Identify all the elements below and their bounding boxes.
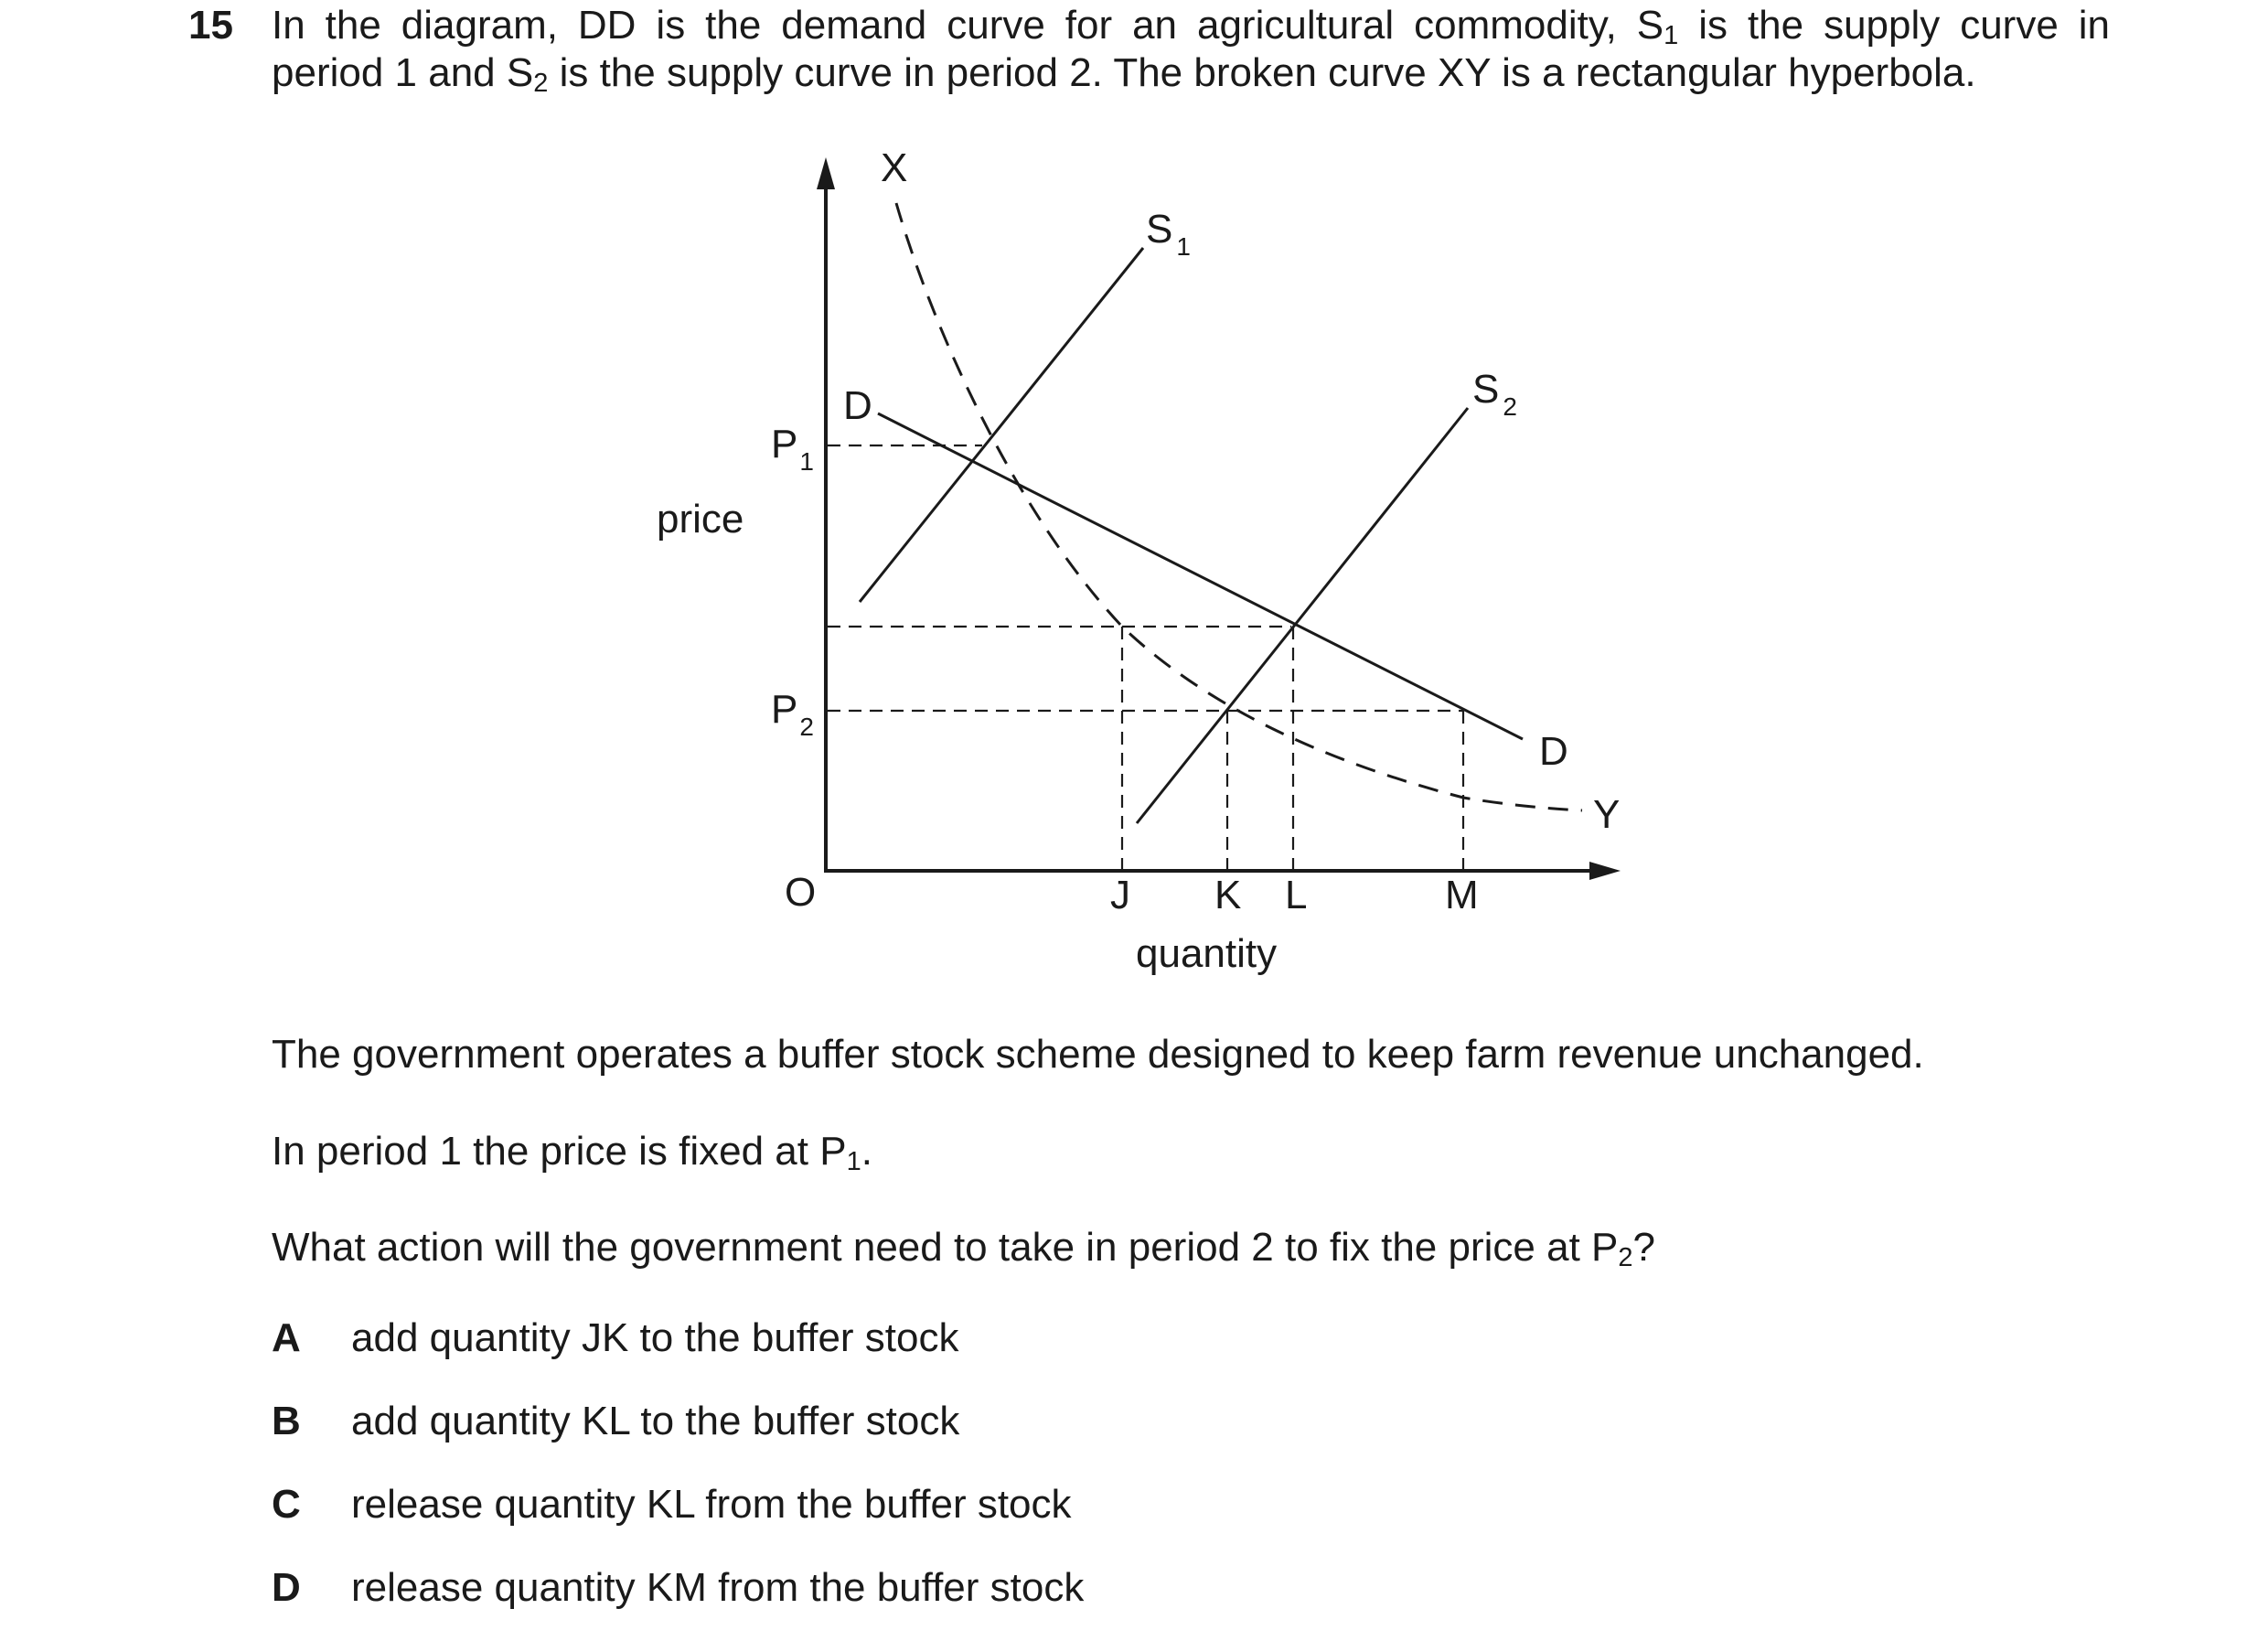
option-a-letter: A [272,1315,301,1360]
option-b-letter: B [272,1399,301,1443]
y-axis-label: price [657,497,744,542]
hyperbola-start-label: X [881,145,908,190]
option-a-text[interactable]: add quantity JK to the buffer stock [351,1315,959,1360]
hyperbola-end-label: Y [1593,792,1621,837]
option-c-letter: C [272,1482,301,1527]
paragraph-period-1: In period 1 the price is fixed at $P_1$. [272,1129,872,1176]
paragraph-question: What action will the government need to take in period 2 to fix the price at $P_2$? [272,1225,1655,1272]
stem-line-2: period 1 and $S_2$ is the supply curve in period 2. The broken curve XY is a rectangular hyperbola. [272,50,1976,98]
option-c-text[interactable]: release quantity KL from the buffer stock [351,1482,1072,1527]
stem-line-1: In the diagram, DD is the demand curve for an agricultural commodity, $S_1$ is the supply curve in [272,3,2111,50]
hyperbola-xy-curve [896,203,1582,810]
question-number: 15 [188,3,233,48]
demand-start-label: D [843,383,872,428]
quantity-label-k: K [1214,873,1242,917]
paragraph-buffer-stock: The government operates a buffer stock scheme designed to keep farm revenue unchanged. [272,1032,1924,1077]
price-label-p2: $P_2$ [771,687,814,741]
quantity-label-j: J [1110,873,1130,917]
x-axis-arrow-icon [1589,862,1621,880]
quantity-label-l: L [1285,873,1308,917]
quantity-label-m: M [1445,873,1479,917]
option-d-letter: D [272,1565,301,1610]
x-axis-label: quantity [1136,931,1278,976]
supply-2-label: S $_2$ [1472,367,1517,421]
y-axis-arrow-icon [817,157,835,189]
price-label-p1: $P_1$ [771,422,814,476]
option-b-text[interactable]: add quantity KL to the buffer stock [351,1399,960,1443]
option-d-text[interactable]: release quantity KM from the buffer stock [351,1565,1085,1610]
demand-end-label: D [1539,729,1568,774]
origin-label: O [785,870,817,915]
supply-1-label: S $_1$ [1146,207,1191,261]
supply-curve-2 [1137,408,1468,823]
guide-lines [828,445,1463,869]
